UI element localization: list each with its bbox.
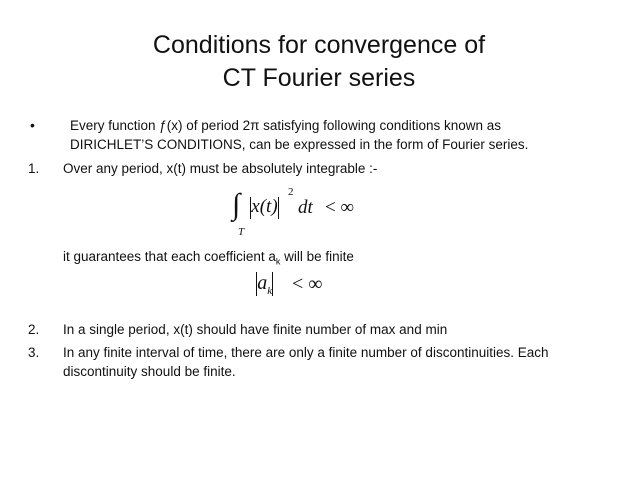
integral-lower-limit: T — [238, 226, 245, 238]
item-3-number: 3. — [28, 345, 40, 360]
equation-2-expression — [256, 270, 273, 304]
item-3-text-line-2: discontinuity should be finite. — [63, 364, 236, 379]
equation-1-relation: < ∞ — [325, 197, 355, 218]
item-1-text: Over any period, x(t) must be absolutely integrable :- — [63, 161, 378, 176]
item-3-text-line-1: In any finite interval of time, there are only a finite number of discontinuities. Each — [63, 345, 549, 360]
coefficient-note — [63, 247, 354, 272]
coefficient-note-text-end: will be finite — [280, 249, 354, 264]
item-2-number: 2. — [28, 322, 40, 337]
equation-1-differential: dt — [298, 197, 313, 218]
equation-2-subscript: k — [267, 285, 273, 297]
coefficient-note-text: it guarantees that each coefficient a — [63, 249, 276, 264]
abs-bar-right — [278, 197, 279, 219]
equation-2-variable: a — [257, 272, 268, 294]
bullet-text-line-2: DIRICHLET’S CONDITIONS, can be expressed in the form of Fourier series. — [70, 137, 529, 152]
item-2-text: In a single period, x(t) should have finite number of max and min — [63, 322, 448, 337]
slide-title-line-1: Conditions for convergence of — [152, 31, 486, 59]
bullet-marker: • — [30, 117, 35, 133]
coefficient-note-subscript: k — [275, 256, 281, 267]
integral-sign: ∫ — [232, 188, 241, 221]
equation-1-function: x(t) — [251, 196, 278, 217]
equation-2-relation: < ∞ — [292, 273, 323, 295]
equation-1-expression — [250, 195, 279, 219]
slide-title-line-2: CT Fourier series — [222, 64, 416, 92]
abs-bar-right-2 — [272, 272, 273, 296]
bullet-text-line-1: Every function ƒ(x) of period 2π satisfying following conditions known as — [70, 118, 502, 133]
equation-1-exponent: 2 — [288, 186, 294, 198]
item-1-number: 1. — [28, 161, 40, 176]
